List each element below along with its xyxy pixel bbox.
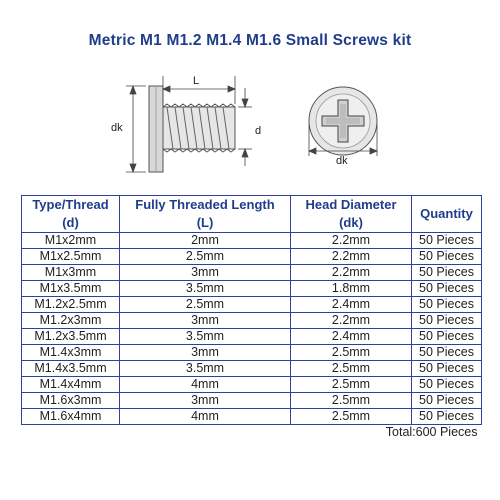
cell-head-diameter: 2.5mm xyxy=(291,361,412,377)
header-length-sub: (L) xyxy=(120,214,291,233)
cell-length: 3mm xyxy=(120,393,291,409)
cell-quantity: 50 Pieces xyxy=(412,377,482,393)
cell-quantity: 50 Pieces xyxy=(412,345,482,361)
total-label: Total:600 Pieces xyxy=(385,425,478,439)
dimension-d xyxy=(238,88,252,166)
cell-quantity: 50 Pieces xyxy=(412,313,482,329)
table-row xyxy=(22,361,482,377)
cell-quantity: 50 Pieces xyxy=(412,281,482,297)
dimension-L-label: L xyxy=(193,75,200,87)
cell-type: M1x3mm xyxy=(22,265,120,281)
cell-head-diameter: 1.8mm xyxy=(291,281,412,297)
header-type-thread-sub: (d) xyxy=(22,214,120,233)
table-header-row xyxy=(22,196,482,215)
cell-length: 2.5mm xyxy=(120,297,291,313)
cell-head-diameter: 2.5mm xyxy=(291,377,412,393)
table-row xyxy=(22,313,482,329)
screw-head-top-view xyxy=(309,87,377,167)
dimension-dk-head-label: dk xyxy=(336,155,348,167)
cell-head-diameter: 2.2mm xyxy=(291,265,412,281)
cell-quantity: 50 Pieces xyxy=(412,249,482,265)
screw-spec-table xyxy=(21,195,482,440)
cell-type: M1.2x2.5mm xyxy=(22,297,120,313)
table-row xyxy=(22,265,482,281)
table-row xyxy=(22,329,482,345)
cell-type: M1.4x3mm xyxy=(22,345,120,361)
cell-length: 3.5mm xyxy=(120,329,291,345)
total-row xyxy=(22,425,482,441)
cell-head-diameter: 2.5mm xyxy=(291,393,412,409)
cell-length: 2.5mm xyxy=(120,249,291,265)
header-head-diameter: Head Diameter xyxy=(291,196,412,215)
cell-type: M1.2x3mm xyxy=(22,313,120,329)
table-row xyxy=(22,297,482,313)
header-quantity: Quantity xyxy=(412,196,482,233)
table-row xyxy=(22,393,482,409)
table-row xyxy=(22,249,482,265)
table-row xyxy=(22,345,482,361)
table-row xyxy=(22,377,482,393)
screw-diagram xyxy=(0,0,500,190)
table-row xyxy=(22,409,482,425)
cell-quantity: 50 Pieces xyxy=(412,297,482,313)
cell-quantity: 50 Pieces xyxy=(412,265,482,281)
cell-length: 3.5mm xyxy=(120,361,291,377)
cell-length: 4mm xyxy=(120,377,291,393)
cell-quantity: 50 Pieces xyxy=(412,393,482,409)
cell-head-diameter: 2.2mm xyxy=(291,233,412,249)
page-title: Metric M1 M1.2 M1.4 M1.6 Small Screws kit xyxy=(88,32,412,49)
cell-length: 3mm xyxy=(120,265,291,281)
cell-type: M1.6x3mm xyxy=(22,393,120,409)
cell-head-diameter: 2.5mm xyxy=(291,345,412,361)
dimension-d-label: d xyxy=(255,125,262,137)
cell-length: 3mm xyxy=(120,345,291,361)
cell-type: M1.4x4mm xyxy=(22,377,120,393)
cell-type: M1.6x4mm xyxy=(22,409,120,425)
dimension-dk-side-label: dk xyxy=(111,122,123,134)
cell-head-diameter: 2.5mm xyxy=(291,409,412,425)
cell-type: M1.4x3.5mm xyxy=(22,361,120,377)
cell-type: M1x2mm xyxy=(22,233,120,249)
table-row xyxy=(22,281,482,297)
header-length: Fully Threaded Length xyxy=(120,196,291,215)
dimension-dk-side xyxy=(126,86,146,172)
total-spacer xyxy=(22,425,120,441)
cell-length: 4mm xyxy=(120,409,291,425)
cell-quantity: 50 Pieces xyxy=(412,233,482,249)
cell-length: 3.5mm xyxy=(120,281,291,297)
cell-head-diameter: 2.4mm xyxy=(291,297,412,313)
threaded-shank xyxy=(163,104,235,152)
cell-length: 3mm xyxy=(120,313,291,329)
cell-head-diameter: 2.4mm xyxy=(291,329,412,345)
header-head-diameter-sub: (dk) xyxy=(291,214,412,233)
cell-head-diameter: 2.2mm xyxy=(291,313,412,329)
screw-side-view xyxy=(111,75,261,172)
cell-head-diameter: 2.2mm xyxy=(291,249,412,265)
cell-type: M1.2x3.5mm xyxy=(22,329,120,345)
cell-quantity: 50 Pieces xyxy=(412,361,482,377)
cell-quantity: 50 Pieces xyxy=(412,329,482,345)
cell-quantity: 50 Pieces xyxy=(412,409,482,425)
table-row xyxy=(22,233,482,249)
cell-type: M1x3.5mm xyxy=(22,281,120,297)
header-type-thread: Type/Thread xyxy=(22,196,120,215)
cell-type: M1x2.5mm xyxy=(22,249,120,265)
cell-length: 2mm xyxy=(120,233,291,249)
